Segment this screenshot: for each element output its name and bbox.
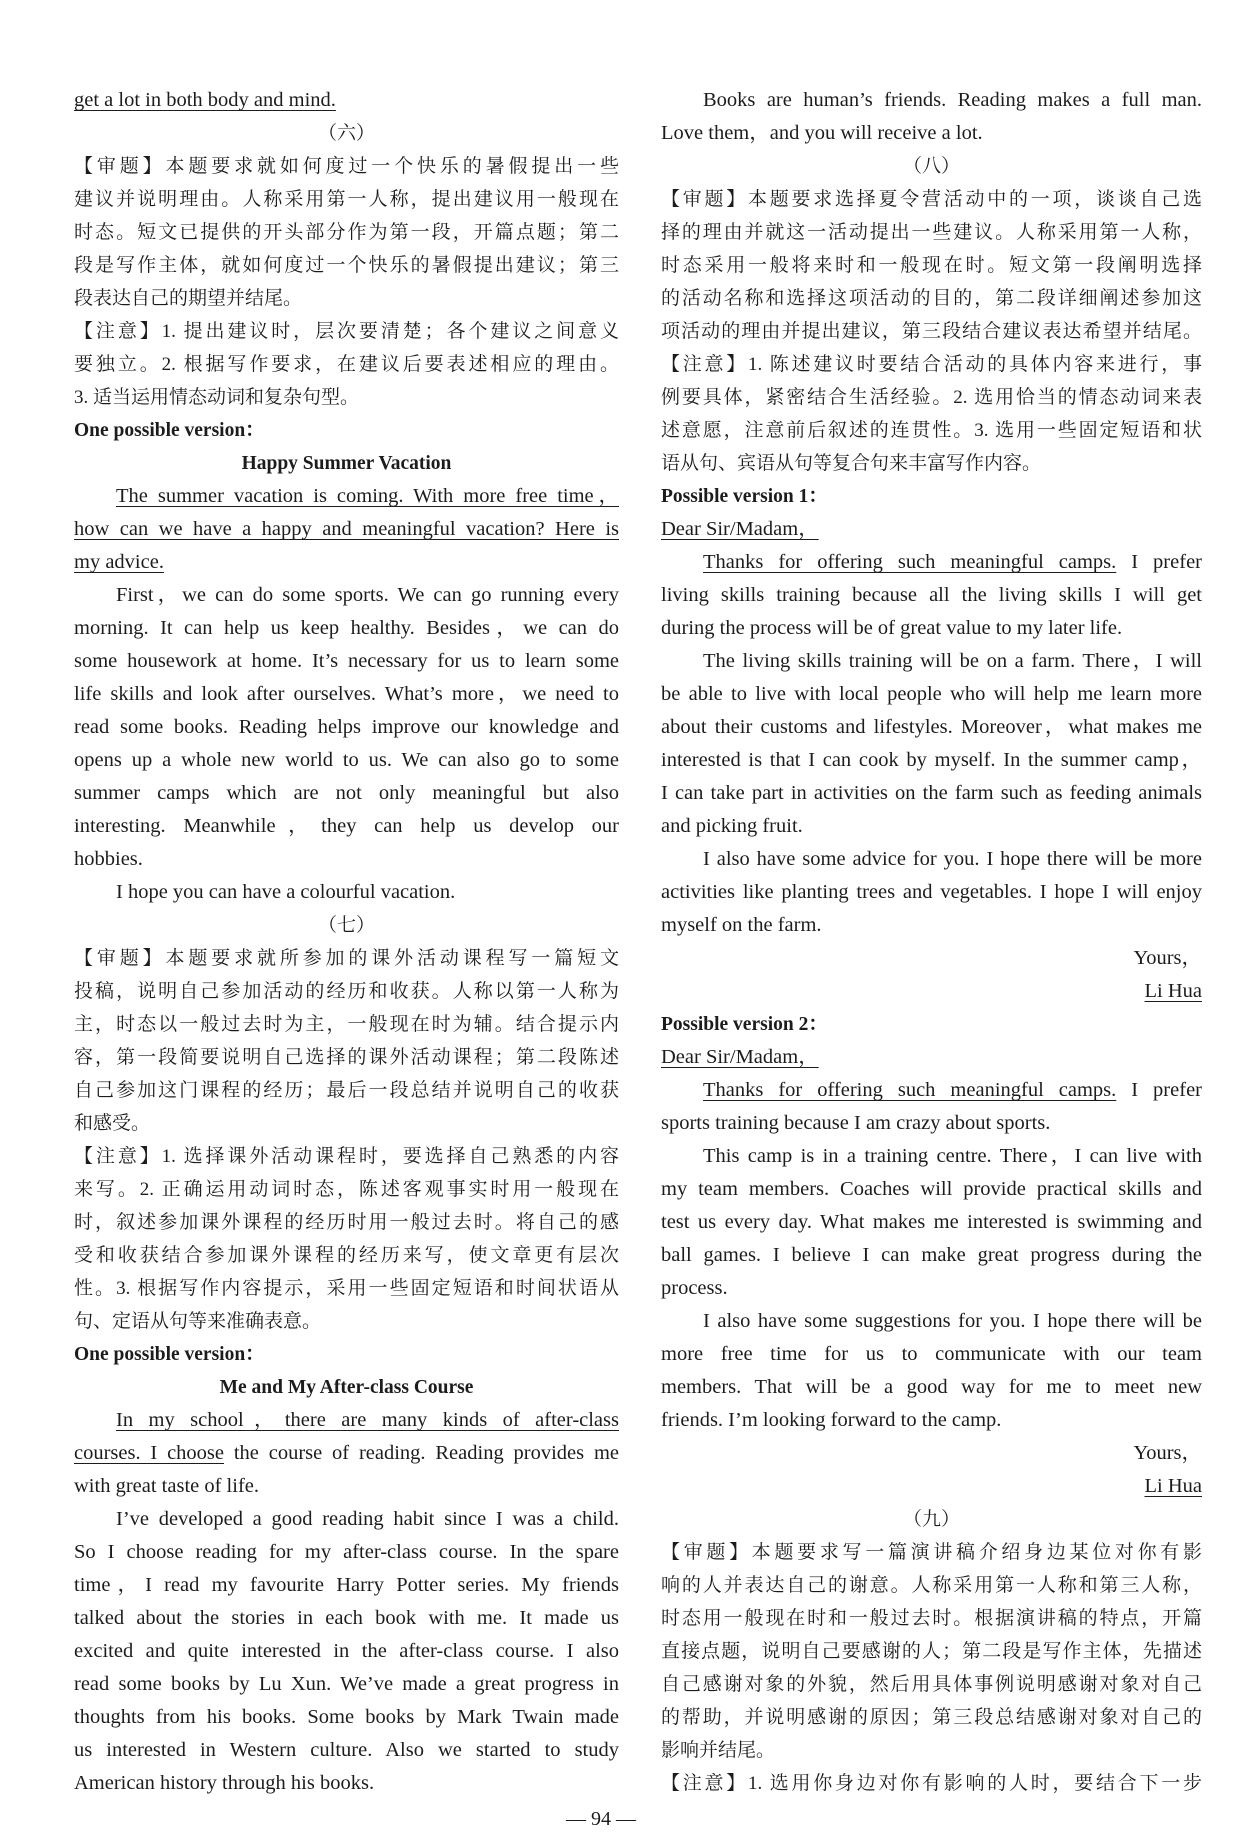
s6-essay-line: read some books. Reading helps improve our knowledge and — [74, 716, 619, 738]
s6-review-line: 时态。短文已提供的开头部分作为第一段，开篇点题；第二 — [74, 222, 619, 243]
s8-note-line: 【注意】1. 陈述建议时要结合活动的具体内容来进行，事 — [661, 354, 1202, 375]
s6-note-line: 3. 适当运用情态动词和复杂句型。 — [74, 387, 360, 408]
s7-essay-line: I’ve developed a good reading habit since I was a child. — [116, 1508, 619, 1530]
s6-note-line: 要独立。2. 根据写作要求，在建议后要表述相应的理由。 — [74, 354, 619, 375]
s9-review-line: 响的人并表达自己的谢意。人称采用第一人称和第三人称， — [661, 1575, 1202, 1596]
s8-v1-body-line: interested is that I can cook by myself. In the summer camp， — [661, 749, 1202, 771]
s8-v1-body-line: during the process will be of great value to my later life. — [661, 617, 1123, 639]
s6-review-line: 段是写作主体，就如何度过一个快乐的暑假提出建议；第三 — [74, 255, 619, 276]
s8-v1-body-line: and picking fruit. — [661, 815, 803, 837]
s8-v1-body-text: I prefer — [1116, 551, 1202, 573]
s8-v1-body-line: The living skills training will be on a farm. There，I will — [703, 650, 1202, 672]
s6-review-line: 段表达自己的期望并结尾。 — [74, 288, 303, 309]
s7-review-line: 主，时态以一般过去时为主，一般现在时为辅。结合提示内 — [74, 1014, 619, 1035]
s7-version-label: One possible version： — [74, 1344, 265, 1365]
s7-note-line: 【注意】1. 选择课外活动课程时，要选择自己熟悉的内容 — [74, 1146, 619, 1167]
s9-note-line: 【注意】1. 选用你身边对你有影响的人时，要结合下一步 — [661, 1773, 1202, 1794]
s7-essay-line — [74, 1404, 619, 1437]
s8-v2-signature: Li Hua — [1144, 1475, 1202, 1497]
s7-essay-line: time，I read my favourite Harry Potter series. My friends — [74, 1574, 619, 1596]
s7-note-line: 性。3. 根据写作内容提示，采用一些固定短语和时间状语从 — [74, 1278, 619, 1299]
carryover-line: Books are human’s friends. Reading makes a full man. — [703, 89, 1202, 111]
s6-essay-line — [74, 480, 619, 513]
s6-essay-line: life skills and look after ourselves. What’s more，we need to — [74, 683, 619, 705]
s8-v2-body-line: This camp is in a training centre. There，I can live with — [703, 1145, 1202, 1167]
s8-v1-body-underlined: Thanks for offering such meaningful camps. — [703, 551, 1117, 573]
s6-essay-title: Happy Summer Vacation — [241, 453, 452, 474]
s8-review-line: 时态采用一般将来时和一般现在时。短文第一段阐明选择 — [661, 255, 1202, 276]
s8-v2-body-line: process. — [661, 1277, 728, 1299]
page-number: — 94 — — [566, 1808, 636, 1830]
s7-essay-underlined: courses. I choose — [74, 1442, 225, 1464]
s8-v2-body-line — [661, 1074, 1202, 1107]
s6-version-label: One possible version： — [74, 420, 265, 441]
s7-essay-line: us interested in Western culture. Also we started to study — [74, 1739, 619, 1761]
s8-v1-salutation: Dear Sir/Madam， — [661, 518, 819, 540]
s8-v2-closing: Yours， — [1133, 1442, 1202, 1464]
s7-review-line: 容，第一段简要说明自己选择的课外活动课程；第二段陈述 — [74, 1047, 619, 1068]
s9-review-line: 直接点题，说明自己要感谢的人；第二段是写作主体，先描述 — [661, 1641, 1202, 1662]
s8-v1-body-line: activities like planting trees and vegetables. I hope I will enjoy — [661, 881, 1202, 903]
carryover-line — [74, 84, 619, 117]
s7-note-line: 句、定语从句等来准确表意。 — [74, 1311, 322, 1332]
s8-v2-body-line: my team members. Coaches will provide practical skills and — [661, 1178, 1202, 1200]
s6-essay-line: I hope you can have a colourful vacation. — [116, 881, 456, 903]
s6-essay-line — [74, 513, 619, 546]
s7-essay-line: thoughts from his books. Some books by Mark Twain made — [74, 1706, 619, 1728]
s7-essay-line: read some books by Lu Xun. We’ve made a great progress in — [74, 1673, 619, 1695]
s8-v1-signature: Li Hua — [1144, 980, 1202, 1002]
s7-essay-text: the course of reading. Reading provides me — [224, 1442, 619, 1464]
s6-essay-line: summer camps which are not only meaningful but also — [74, 782, 619, 804]
carryover-line: Love them，and you will receive a lot. — [661, 122, 983, 144]
s8-v1-body-line: I also have some advice for you. I hope there will be more — [703, 848, 1202, 870]
s7-essay-line: excited and quite interested in the after-class course. I also — [74, 1640, 619, 1662]
s8-note-line: 述意愿，注意前后叙述的连贯性。3. 选用一些固定短语和状 — [661, 420, 1202, 441]
s8-review-line: 【审题】本题要求选择夏令营活动中的一项，谈谈自己选 — [661, 189, 1202, 210]
s6-essay-line: some housework at home. It’s necessary for us to learn some — [74, 650, 619, 672]
s8-v1-body-line: be able to live with local people who will help me learn more — [661, 683, 1202, 705]
s8-v1-body-line: I can take part in activities on the farm such as feeding animals — [661, 782, 1202, 804]
s6-essay-line: hobbies. — [74, 848, 143, 870]
s8-v2-label: Possible version 2： — [661, 1014, 828, 1035]
s8-v1-body-line: myself on the farm. — [661, 914, 822, 936]
s8-v2-body-text: I prefer — [1116, 1079, 1202, 1101]
section-9-number: （九） — [902, 1509, 960, 1530]
s8-v1-body-line: living skills training because all the living skills I will get — [661, 584, 1202, 606]
s7-note-line: 受和收获结合参加课外课程的经历来写，使文章更有层次 — [74, 1245, 619, 1266]
s8-v2-body-line: friends. I’m looking forward to the camp. — [661, 1409, 1002, 1431]
s7-review-line: 自己参加这门课程的经历；最后一段总结并说明自己的收获 — [74, 1080, 619, 1101]
s9-review-line: 时态用一般现在时和一般过去时。根据演讲稿的特点，开篇 — [661, 1608, 1202, 1629]
s6-essay-line — [74, 546, 619, 579]
s8-review-line: 的活动名称和选择这项活动的目的，第二段详细阐述参加这 — [661, 288, 1202, 309]
s6-review-line: 建议并说明理由。人称采用第一人称，提出建议用一般现在 — [74, 189, 619, 210]
s8-note-line: 语从句、宾语从句等复合句来丰富写作内容。 — [661, 453, 1042, 474]
s9-review-line: 影响并结尾。 — [661, 1740, 776, 1761]
s7-essay-underlined: In my school，there are many kinds of after-class — [116, 1409, 619, 1431]
s6-essay-underlined: my advice. — [74, 551, 164, 573]
s7-essay-line: with great taste of life. — [74, 1475, 260, 1497]
s8-v1-closing: Yours， — [1133, 947, 1202, 969]
s6-review-line: 【审题】本题要求就如何度过一个快乐的暑假提出一些 — [74, 156, 619, 177]
s8-v1-signature-line — [661, 975, 1202, 1008]
s7-review-line: 【审题】本题要求就所参加的课外活动课程写一篇短文 — [74, 948, 619, 969]
section-7-number: （七） — [317, 915, 375, 936]
s7-essay-line: American history through his books. — [74, 1772, 375, 1794]
s8-v1-body-line: about their customs and lifestyles. Moreover，what makes me — [661, 716, 1202, 738]
s8-review-line: 择的理由并就这一活动提出一些建议。人称采用第一人称， — [661, 222, 1202, 243]
s9-review-line: 的帮助，并说明感谢的原因；第三段总结感谢对象对自己的 — [661, 1707, 1202, 1728]
s7-essay-line — [74, 1437, 619, 1470]
s7-essay-line: So I choose reading for my after-class course. In the spare — [74, 1541, 619, 1563]
s6-essay-line: First，we can do some sports. We can go running every — [116, 584, 619, 606]
s7-note-line: 来写。2. 正确运用动词时态，陈述客观事实时用一般现在 — [74, 1179, 619, 1200]
s6-essay-underlined: The summer vacation is coming. With more free time， — [116, 485, 619, 507]
s6-note-line: 【注意】1. 提出建议时，层次要清楚；各个建议之间意义 — [74, 321, 619, 342]
section-8-number: （八） — [902, 156, 960, 177]
s8-v1-salutation-line — [661, 513, 1202, 546]
s8-note-line: 例要具体，紧密结合生活经验。2. 选用恰当的情态动词来表 — [661, 387, 1202, 408]
s9-review-line: 【审题】本题要求写一篇演讲稿介绍身边某位对你有影 — [661, 1542, 1202, 1563]
section-6-number: （六） — [317, 123, 375, 144]
s8-v2-body-underlined: Thanks for offering such meaningful camps. — [703, 1079, 1117, 1101]
s7-review-line: 投稿，说明自己参加活动的经历和收获。人称以第一人称为 — [74, 981, 619, 1002]
s7-review-line: 和感受。 — [74, 1113, 151, 1134]
s6-essay-line: opens up a whole new world to us. We can also go to some — [74, 749, 619, 771]
s8-v2-body-line: sports training because I am crazy about sports. — [661, 1112, 1051, 1134]
s7-note-line: 时，叙述参加课外课程的经历时用一般过去时。将自己的感 — [74, 1212, 619, 1233]
s8-v2-salutation-line — [661, 1041, 1202, 1074]
s8-v1-label: Possible version 1： — [661, 486, 828, 507]
s6-essay-line: interesting. Meanwhile，they can help us develop our — [74, 815, 619, 837]
s6-essay-underlined: how can we have a happy and meaningful vacation? Here is — [74, 518, 619, 540]
s8-v2-body-line: I also have some suggestions for you. I hope there will be — [703, 1310, 1202, 1332]
s8-v2-body-line: more free time for us to communicate with our team — [661, 1343, 1202, 1365]
s8-v2-body-line: members. That will be a good way for me to meet new — [661, 1376, 1202, 1398]
s8-review-line: 项活动的理由并提出建议，第三段结合建议表达希望并结尾。 — [661, 321, 1202, 342]
s8-v2-salutation: Dear Sir/Madam， — [661, 1046, 819, 1068]
s7-essay-line: talked about the stories in each book with me. It made us — [74, 1607, 619, 1629]
right-column — [661, 84, 1202, 1800]
s8-v2-body-line: ball games. I believe I can make great progress during the — [661, 1244, 1202, 1266]
s8-v2-body-line: test us every day. What makes me interested is swimming and — [661, 1211, 1202, 1233]
s8-v2-signature-line — [661, 1470, 1202, 1503]
s6-essay-line: morning. It can help us keep healthy. Besides，we can do — [74, 617, 619, 639]
carryover-text: get a lot in both body and mind. — [74, 89, 336, 111]
s7-essay-title: Me and My After-class Course — [219, 1377, 474, 1398]
s8-v1-body-line — [661, 546, 1202, 579]
s9-review-line: 自己感谢对象的外貌，然后用具体事例说明感谢对象对自己 — [661, 1674, 1202, 1695]
left-column — [74, 84, 619, 1800]
